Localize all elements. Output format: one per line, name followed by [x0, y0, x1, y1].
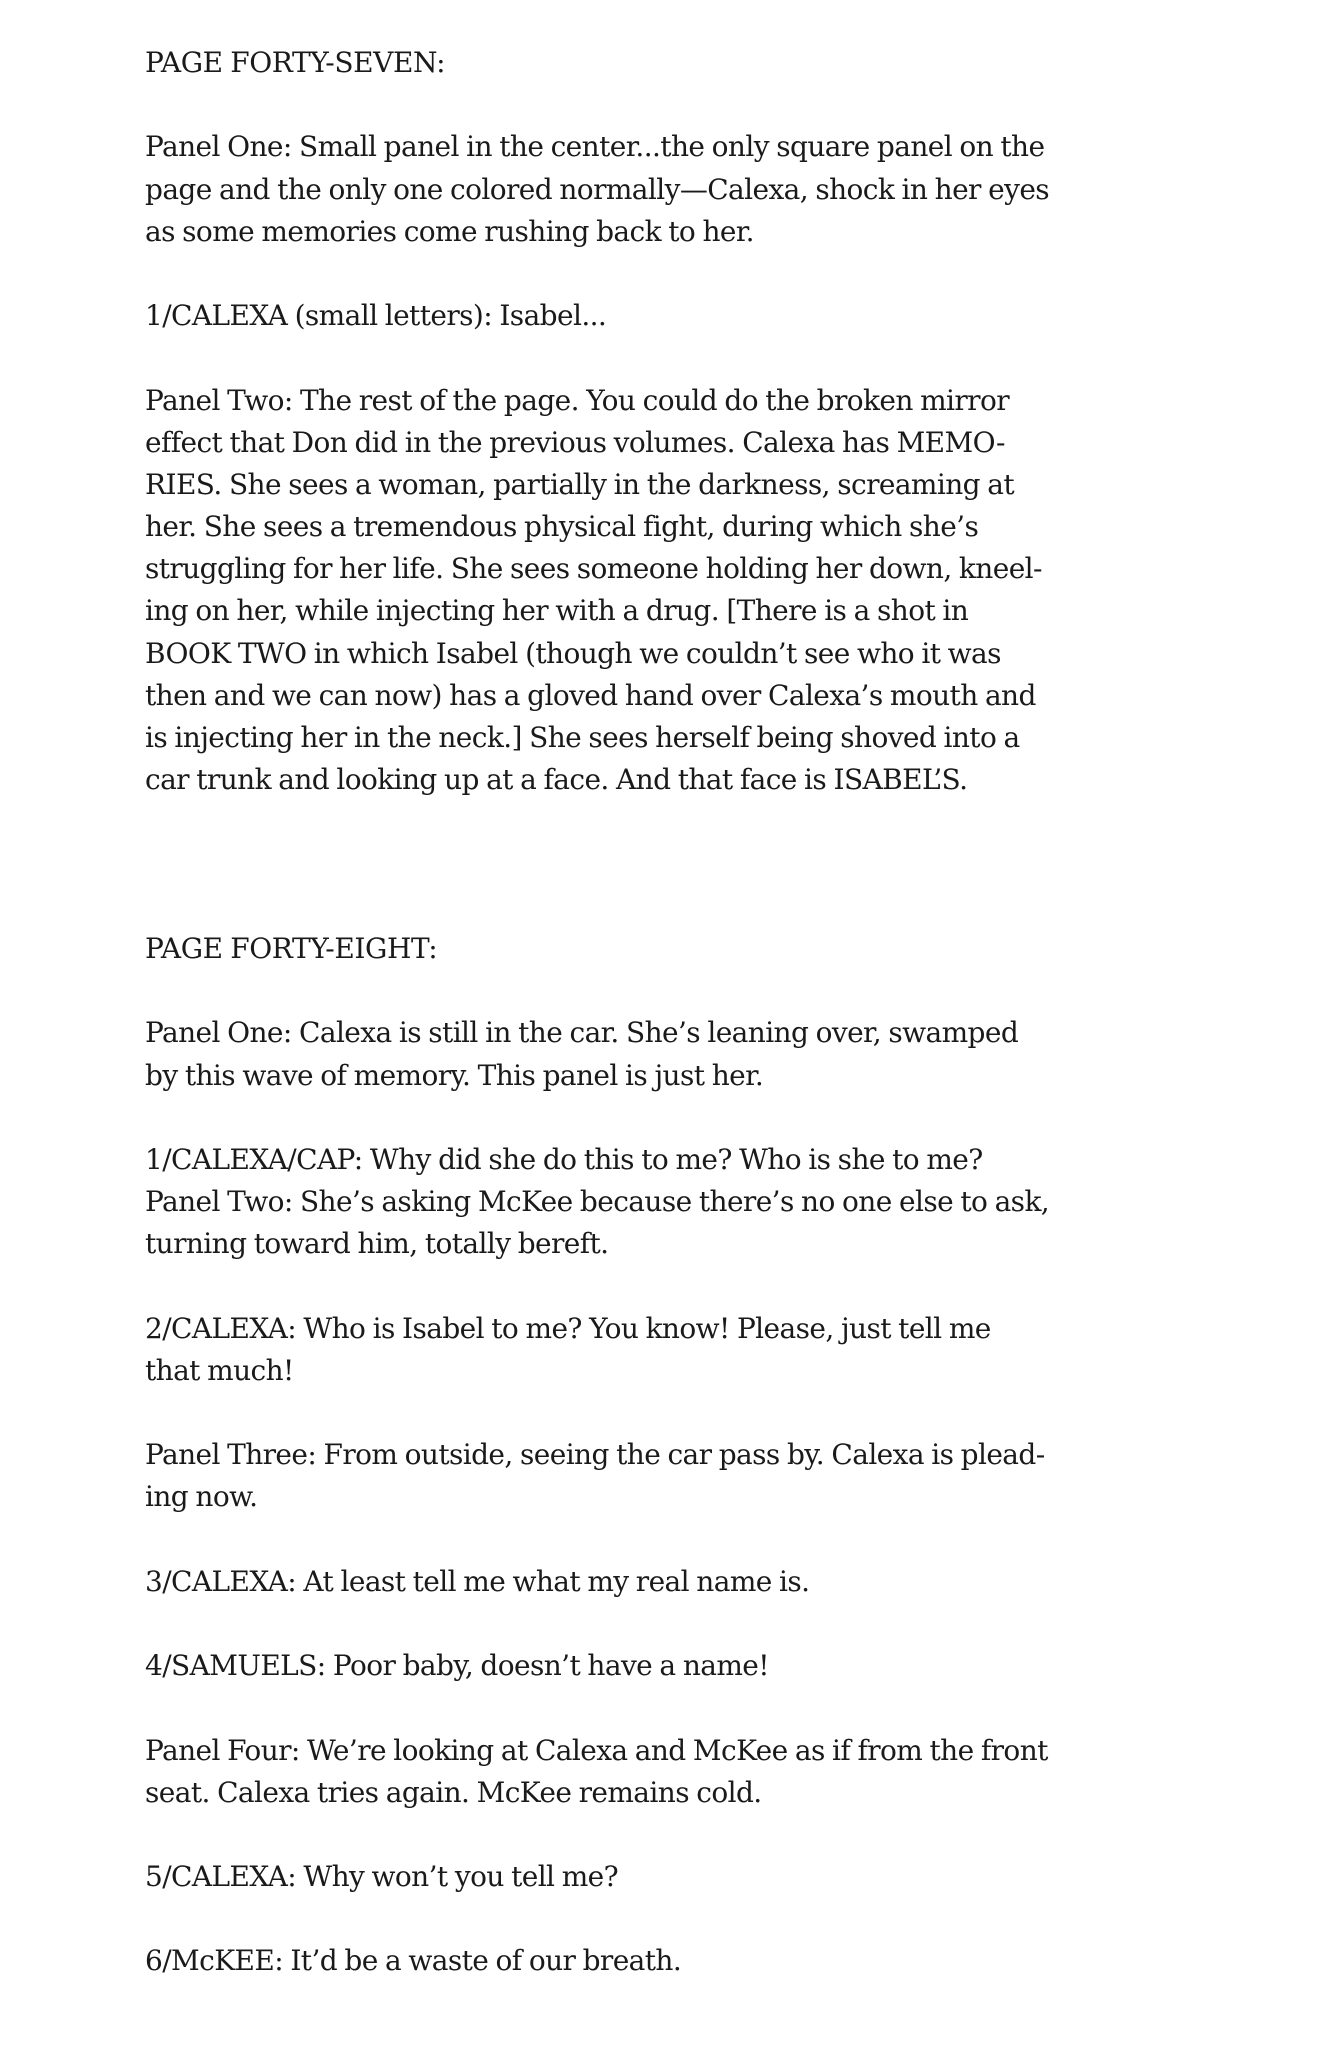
text-line: is injecting her in the neck.] She sees herself being shoved into a: [145, 721, 1020, 754]
text-line: that much!: [145, 1353, 294, 1387]
text-line: 4/SAMUELS: Poor baby, doesn’t have a name!: [145, 1649, 769, 1683]
text-line: RIES. She sees a woman, partially in the darkness, screaming at: [145, 467, 1015, 501]
panel-description: [145, 126, 1275, 253]
spacer: [145, 337, 1275, 379]
text-line: 1/CALEXA/CAP: Why did she do this to me? Who is she to me?: [145, 1142, 983, 1176]
text-line: 3/CALEXA: At least tell me what my real name is.: [145, 1564, 810, 1598]
text-line: car trunk and looking up at a face. And that face is ISABEL’S.: [145, 763, 968, 797]
page-heading: PAGE FORTY-EIGHT:: [145, 931, 438, 965]
section-page-forty-seven: [145, 42, 1275, 801]
text-line: turning toward him, totally bereft.: [145, 1227, 609, 1261]
text-line: 5/CALEXA: Why won’t you tell me?: [145, 1860, 619, 1894]
spacer: [145, 253, 1275, 295]
text-line: struggling for her life. She sees someone holding her down, kneel-: [145, 552, 1042, 586]
text-line: ing now.: [145, 1480, 258, 1514]
text-line: 6/McKEE: It’d be a waste of our breath.: [145, 1944, 682, 1978]
dialogue-and-panel: [145, 1139, 1275, 1266]
text-line: page and the only one colored normally—Calexa, shock in her eyes: [145, 172, 1050, 206]
panel-description: [145, 380, 1275, 802]
dialogue-line: [145, 1856, 1275, 1898]
spacer: [145, 84, 1275, 126]
text-line: by this wave of memory. This panel is just her.: [145, 1058, 764, 1092]
text-line: Panel Three: From outside, seeing the car pass by. Calexa is plead-: [145, 1438, 1045, 1472]
page-heading: PAGE FORTY-SEVEN:: [145, 46, 446, 79]
spacer: [145, 1687, 1275, 1729]
panel-description: [145, 1012, 1275, 1096]
text-line: then and we can now) has a gloved hand over Calexa’s mouth and: [145, 678, 1036, 712]
spacer: [145, 1097, 1275, 1139]
text-line: Panel Two: She’s asking McKee because there’s no one else to ask,: [145, 1185, 1050, 1219]
dialogue-line: [145, 1645, 1275, 1687]
text-line: her. She sees a tremendous physical fight, during which she’s: [145, 510, 979, 544]
text-line: Panel Four: We’re looking at Calexa and McKee as if from the front: [145, 1733, 1048, 1767]
spacer: [145, 1392, 1275, 1434]
text-line: effect that Don did in the previous volumes. Calexa has MEMO-: [145, 425, 1005, 459]
dialogue-line: [145, 1561, 1275, 1603]
panel-description: [145, 1730, 1275, 1814]
dialogue-line: [145, 1940, 1275, 1982]
text-line: ing on her, while injecting her with a drug. [There is a shot in: [145, 594, 969, 628]
text-line: Panel Two: The rest of the page. You could do the broken mirror: [145, 383, 1010, 417]
dialogue-line: [145, 295, 1275, 337]
text-line: seat. Calexa tries again. McKee remains cold.: [145, 1775, 762, 1809]
text-line: Panel One: Small panel in the center...the only square panel on the: [145, 130, 1045, 164]
spacer: [145, 1265, 1275, 1307]
panel-description: [145, 1434, 1275, 1518]
spacer: [145, 1603, 1275, 1645]
spacer: [145, 1898, 1275, 1940]
dialogue-line: [145, 1308, 1275, 1392]
text-line: 2/CALEXA: Who is Isabel to me? You know! Please, just tell me: [145, 1311, 991, 1345]
spacer: [145, 1814, 1275, 1856]
spacer: [145, 1519, 1275, 1561]
text-line: 1/CALEXA (small letters): Isabel...: [145, 299, 607, 333]
text-line: as some memories come rushing back to her.: [145, 214, 754, 248]
text-line: BOOK TWO in which Isabel (though we couldn’t see who it was: [145, 636, 1001, 670]
section-page-forty-eight: [145, 928, 1275, 1983]
text-line: Panel One: Calexa is still in the car. She’s leaning over, swamped: [145, 1016, 1019, 1050]
spacer: [145, 970, 1275, 1012]
script-page: [145, 42, 1275, 1983]
section-spacer: [145, 801, 1275, 928]
